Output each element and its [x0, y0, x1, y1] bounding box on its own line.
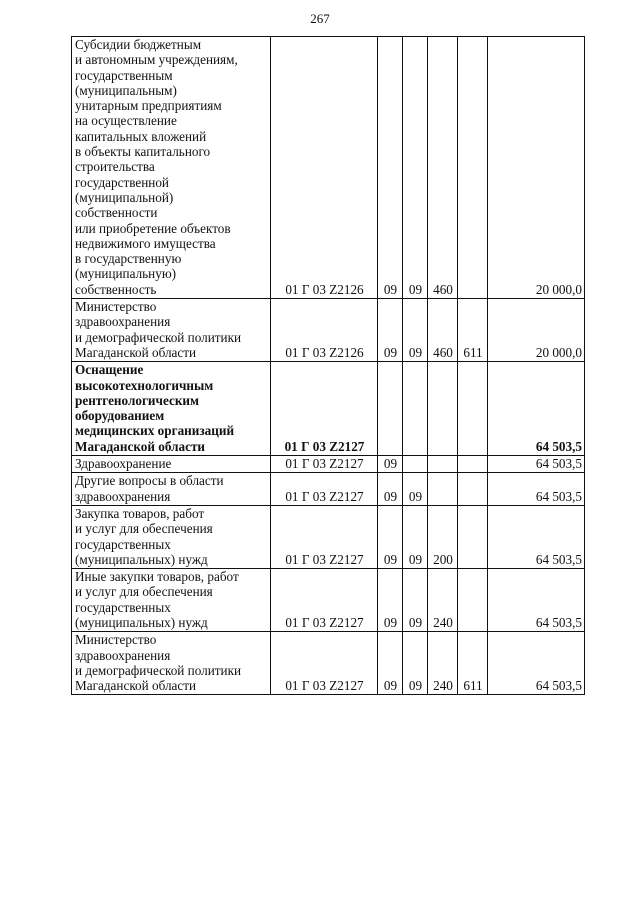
section-cell: 09 — [378, 456, 403, 473]
item-name-line: рентгенологическим — [75, 392, 200, 408]
item-name-cell — [72, 569, 271, 632]
item-name-line: Иные закупки товаров, работ — [75, 569, 239, 585]
item-name-line: государственных — [75, 536, 171, 552]
item-name-cell — [72, 299, 271, 362]
grbs-cell — [458, 456, 488, 473]
subsection-cell: 09 — [403, 505, 428, 568]
item-name-cell — [72, 473, 271, 506]
expense-type-cell — [428, 473, 458, 506]
item-name-line: (муниципальной) — [75, 189, 174, 205]
page-number: 267 — [310, 11, 330, 26]
table-row — [72, 473, 585, 506]
item-name-cell — [72, 632, 271, 695]
item-name-line: в государственную — [75, 251, 182, 267]
item-name-line: Субсидии бюджетным — [75, 37, 202, 52]
item-name-line: собственность — [75, 281, 157, 297]
amount-cell: 64 503,5 — [488, 456, 585, 473]
item-name-line: Оснащение — [75, 362, 144, 378]
item-name-line: Магаданской области — [75, 438, 206, 454]
grbs-cell: 611 — [458, 299, 488, 362]
item-name-line: и услуг для обеспечения — [75, 584, 213, 600]
item-name-line: унитарным предприятиям — [75, 98, 222, 114]
amount-cell: 20 000,0 — [488, 37, 585, 299]
table-row — [72, 456, 585, 473]
item-name-cell — [72, 362, 271, 456]
section-cell: 09 — [378, 632, 403, 695]
grbs-cell — [458, 505, 488, 568]
item-name-line: Здравоохранение — [75, 456, 172, 472]
item-name-line: медицинских организаций — [75, 423, 235, 439]
item-name-line: Другие вопросы в области — [75, 473, 224, 489]
item-name-line: государственной — [75, 174, 169, 190]
item-name-line: и демографической политики — [75, 329, 242, 345]
section-cell: 09 — [378, 299, 403, 362]
item-name-cell — [72, 505, 271, 568]
target-code-cell: 01 Г 03 Z2127 — [271, 632, 378, 695]
item-name-line: (муниципальных) нужд — [75, 551, 208, 567]
table-row — [72, 505, 585, 568]
grbs-cell — [458, 569, 488, 632]
item-name-cell — [72, 456, 271, 473]
item-name-line: Министерство — [75, 632, 157, 648]
subsection-cell: 09 — [403, 299, 428, 362]
grbs-cell — [458, 362, 488, 456]
item-name-line: здравоохранения — [75, 647, 171, 663]
subsection-cell — [403, 456, 428, 473]
expense-type-cell: 240 — [428, 569, 458, 632]
item-name-line: Закупка товаров, работ — [75, 505, 205, 521]
target-code-cell: 01 Г 03 Z2127 — [271, 362, 378, 456]
item-name-line: и автономным учреждениям, — [75, 52, 238, 68]
subsection-cell: 09 — [403, 473, 428, 506]
amount-cell: 64 503,5 — [488, 569, 585, 632]
item-name-line: недвижимого имущества — [75, 235, 216, 251]
table-row — [72, 569, 585, 632]
grbs-cell — [458, 37, 488, 299]
subsection-cell — [403, 362, 428, 456]
item-name-cell — [72, 37, 271, 299]
expense-type-cell — [428, 362, 458, 456]
amount-cell: 64 503,5 — [488, 473, 585, 506]
item-name-line: государственным — [75, 67, 173, 83]
expense-type-cell: 240 — [428, 632, 458, 695]
target-code-cell: 01 Г 03 Z2127 — [271, 473, 378, 506]
item-name-line: капитальных вложений — [75, 128, 207, 144]
section-cell: 09 — [378, 473, 403, 506]
item-name-line: Магаданской области — [75, 678, 197, 694]
expense-type-cell: 460 — [428, 299, 458, 362]
item-name-line: строительства — [75, 159, 155, 175]
subsection-cell: 09 — [403, 37, 428, 299]
expense-type-cell: 200 — [428, 505, 458, 568]
amount-cell: 64 503,5 — [488, 632, 585, 695]
budget-table — [71, 36, 585, 695]
target-code-cell: 01 Г 03 Z2127 — [271, 505, 378, 568]
target-code-cell: 01 Г 03 Z2127 — [271, 456, 378, 473]
item-name-line: здравоохранения — [75, 488, 171, 504]
item-name-line: оборудованием — [75, 408, 165, 424]
item-name-line: и демографической политики — [75, 662, 242, 678]
item-name-line: или приобретение объектов — [75, 220, 231, 236]
amount-cell: 20 000,0 — [488, 299, 585, 362]
item-name-line: (муниципальным) — [75, 82, 177, 98]
item-name-line: в объекты капитального — [75, 144, 211, 160]
target-code-cell: 01 Г 03 Z2126 — [271, 299, 378, 362]
subsection-cell: 09 — [403, 632, 428, 695]
amount-cell: 64 503,5 — [488, 505, 585, 568]
table-row — [72, 299, 585, 362]
table-row — [72, 362, 585, 456]
subsection-cell: 09 — [403, 569, 428, 632]
item-name-line: (муниципальную) — [75, 266, 177, 282]
item-name-line: государственных — [75, 599, 171, 615]
item-name-line: (муниципальных) нужд — [75, 614, 208, 630]
section-cell: 09 — [378, 569, 403, 632]
item-name-line: Министерство — [75, 299, 157, 315]
section-cell: 09 — [378, 37, 403, 299]
grbs-cell: 611 — [458, 632, 488, 695]
table-row — [72, 37, 585, 299]
budget-table-body — [72, 37, 585, 695]
item-name-line: на осуществление — [75, 113, 177, 129]
table-row — [72, 632, 585, 695]
grbs-cell — [458, 473, 488, 506]
amount-cell: 64 503,5 — [488, 362, 585, 456]
item-name-line: высокотехнологичным — [75, 377, 214, 393]
target-code-cell: 01 Г 03 Z2127 — [271, 569, 378, 632]
target-code-cell: 01 Г 03 Z2126 — [271, 37, 378, 299]
item-name-line: здравоохранения — [75, 314, 171, 330]
item-name-line: Магаданской области — [75, 344, 197, 360]
item-name-line: и услуг для обеспечения — [75, 521, 213, 537]
expense-type-cell: 460 — [428, 37, 458, 299]
item-name-line: собственности — [75, 205, 158, 221]
section-cell: 09 — [378, 505, 403, 568]
section-cell — [378, 362, 403, 456]
expense-type-cell — [428, 456, 458, 473]
